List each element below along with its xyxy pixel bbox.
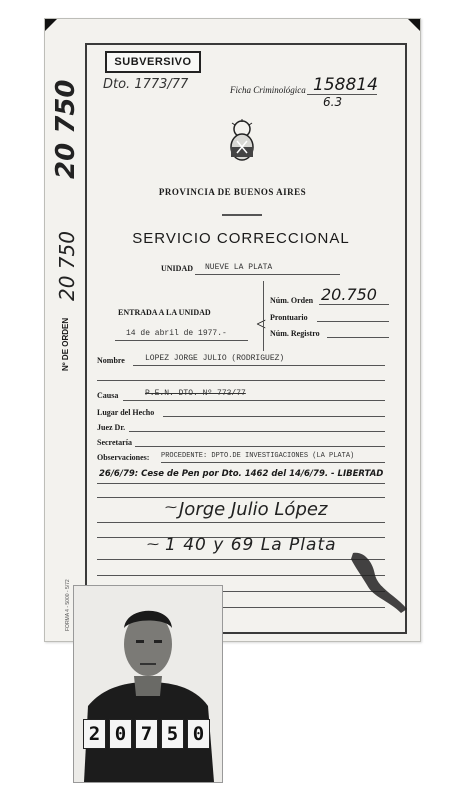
ficha-sub: 6.3 xyxy=(323,95,343,109)
causa-underline xyxy=(123,400,385,401)
unidad-label: UNIDAD xyxy=(161,264,193,273)
subversivo-stamp: SUBVERSIVO xyxy=(105,51,201,73)
num-registro-label: Núm. Registro xyxy=(270,329,320,338)
secretaria-underline xyxy=(135,446,385,447)
ficha-label: Ficha Criminológica xyxy=(230,85,306,95)
address-underline xyxy=(97,559,385,560)
secretaria-label: Secretaría xyxy=(97,438,132,447)
argentine-coat-of-arms-icon xyxy=(228,119,256,165)
signature: Jorge Julio López xyxy=(179,499,328,520)
signature-dash: ⁓ xyxy=(165,500,177,514)
card-corner-mark xyxy=(408,19,420,31)
number-plate xyxy=(83,719,210,749)
heading-divider xyxy=(222,214,262,216)
ink-smudge xyxy=(345,545,415,615)
blank-line xyxy=(97,575,385,576)
blank-line xyxy=(97,497,385,498)
prontuario-label: Prontuario xyxy=(270,313,308,322)
side-order-value: 20 750 xyxy=(55,231,79,301)
unidad-value: NUEVE LA PLATA xyxy=(205,263,273,272)
service-heading: SERVICIO CORRECCIONAL xyxy=(132,230,350,247)
num-orden-label: Núm. Orden xyxy=(270,296,314,305)
nombre-underline xyxy=(133,365,385,366)
entry-date: 14 de abril de 1977.- xyxy=(126,329,227,338)
plate-digit: 0 xyxy=(187,719,210,749)
side-order-label: Nº DE ORDEN xyxy=(61,317,70,371)
unidad-underline xyxy=(195,274,340,275)
observaciones-underline xyxy=(161,462,385,463)
plate-digit: 5 xyxy=(161,719,184,749)
criminal-record-card xyxy=(44,18,421,642)
prontuario-underline xyxy=(317,321,389,322)
mugshot-photo xyxy=(73,585,223,783)
nombre-label: Nombre xyxy=(97,356,125,365)
person-portrait-icon xyxy=(74,586,222,782)
lugar-underline xyxy=(163,416,385,417)
entry-title: ENTRADA A LA UNIDAD xyxy=(118,308,211,317)
blank-line xyxy=(97,380,385,381)
plate-digit: 7 xyxy=(135,719,158,749)
entry-date-underline xyxy=(115,340,248,341)
juez-underline xyxy=(129,431,385,432)
signature-underline xyxy=(97,522,385,523)
stamp-scribble: Dto. 1773/77 xyxy=(103,77,189,92)
observaciones-label: Observaciones: xyxy=(97,453,150,462)
plate-digit: 2 xyxy=(83,719,106,749)
province-heading: PROVINCIA DE BUENOS AIRES xyxy=(158,187,307,197)
entry-divider xyxy=(263,281,264,351)
address-dash: ⁓ xyxy=(147,537,159,551)
num-orden-underline xyxy=(319,304,389,305)
juez-label: Juez Dr. xyxy=(97,423,126,432)
release-note: 26/6/79: Cese de Pen por Dto. 1462 del 14/6/79. - LIBERTAD xyxy=(99,469,384,479)
lugar-label: Lugar del Hecho xyxy=(97,408,155,417)
ficha-value: 158814 xyxy=(313,75,378,95)
entry-brace: < xyxy=(256,314,267,334)
num-orden-value: 20.750 xyxy=(321,285,377,304)
handwritten-address: 1 40 y 69 La Plata xyxy=(165,535,337,555)
observaciones-value: PROCEDENTE: DPTO.DE INVESTIGACIONES (LA PLATA) xyxy=(161,452,355,460)
plate-digit: 0 xyxy=(109,719,132,749)
side-order-number-handwritten: 20 750 xyxy=(51,79,81,179)
form-code: FORMA 4 - 5000 - 5/72 xyxy=(65,579,71,631)
causa-value: P.E.N. DTO. Nº 773/77 xyxy=(145,389,246,398)
note-underline xyxy=(97,483,385,484)
causa-label: Causa xyxy=(97,391,119,400)
num-registro-underline xyxy=(327,337,389,338)
card-corner-mark xyxy=(45,19,57,31)
nombre-value: LOPEZ JORGE JULIO (RODRIGUEZ) xyxy=(145,354,285,363)
